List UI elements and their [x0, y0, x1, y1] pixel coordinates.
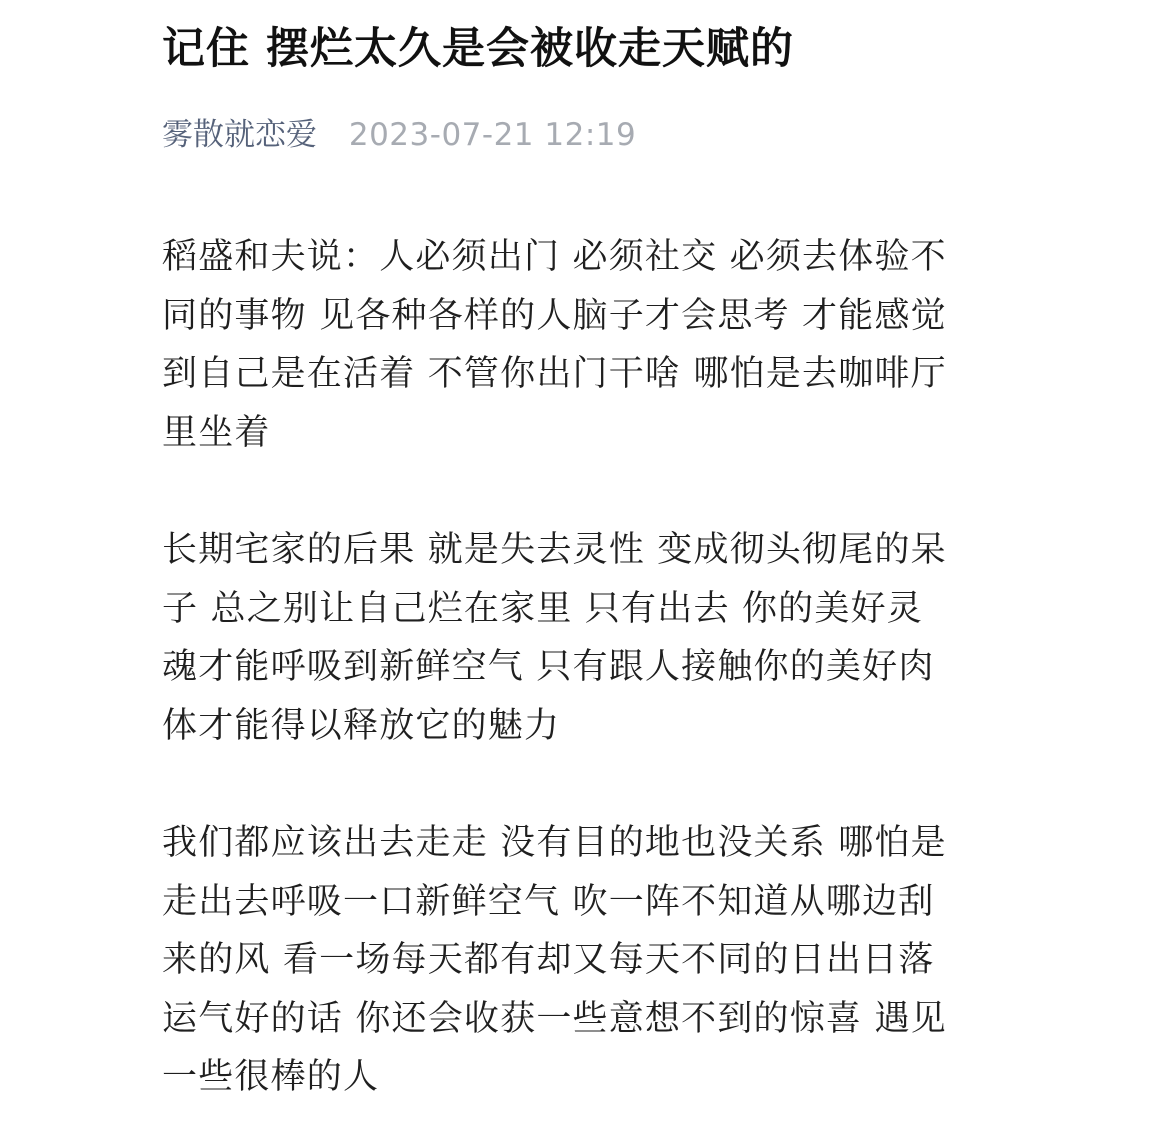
- paragraph-line: 里坐着: [162, 412, 271, 453]
- paragraph-line: 同的事物 见各种各样的人脑子才会思考 才能感觉: [162, 295, 947, 336]
- paragraph-line: 运气好的话 你还会收获一些意想不到的惊喜 遇见: [162, 998, 947, 1039]
- paragraph-line: 我们都应该出去走走 没有目的地也没关系 哪怕是: [162, 823, 947, 863]
- publish-time: 2023-07-21 12:19: [348, 117, 637, 153]
- paragraph-line: 一些很棒的人: [162, 1057, 380, 1097]
- paragraph-line: 来的风 看一场每天都有却又每天不同的日出日落: [162, 940, 935, 980]
- paragraph-line: 稻盛和夫说：人必须出门 必须社交 必须去体验不: [162, 237, 947, 277]
- article-meta: [162, 113, 636, 157]
- article-title: 记住 摆烂太久是会被收走天赋的: [162, 24, 794, 74]
- paragraph-line: 魂才能呼吸到新鲜空气 只有跟人接触你的美好肉: [162, 647, 935, 687]
- paragraph-line: 到自己是在活着 不管你出门干啥 哪怕是去咖啡厅: [162, 354, 947, 394]
- paragraph-line: 长期宅家的后果 就是失去灵性 变成彻头彻尾的呆: [162, 530, 947, 570]
- paragraph-line: 体才能得以释放它的魅力: [162, 705, 561, 746]
- paragraph-2: [162, 521, 1022, 755]
- paragraph-1: [162, 228, 1022, 462]
- paragraph-3: [162, 814, 1022, 1107]
- author-name[interactable]: 雾散就恋爱: [162, 117, 317, 153]
- paragraph-line: 走出去呼吸一口新鲜空气 吹一阵不知道从哪边刮: [162, 881, 935, 922]
- paragraph-line: 子 总之别让自己烂在家里 只有出去 你的美好灵: [162, 588, 923, 629]
